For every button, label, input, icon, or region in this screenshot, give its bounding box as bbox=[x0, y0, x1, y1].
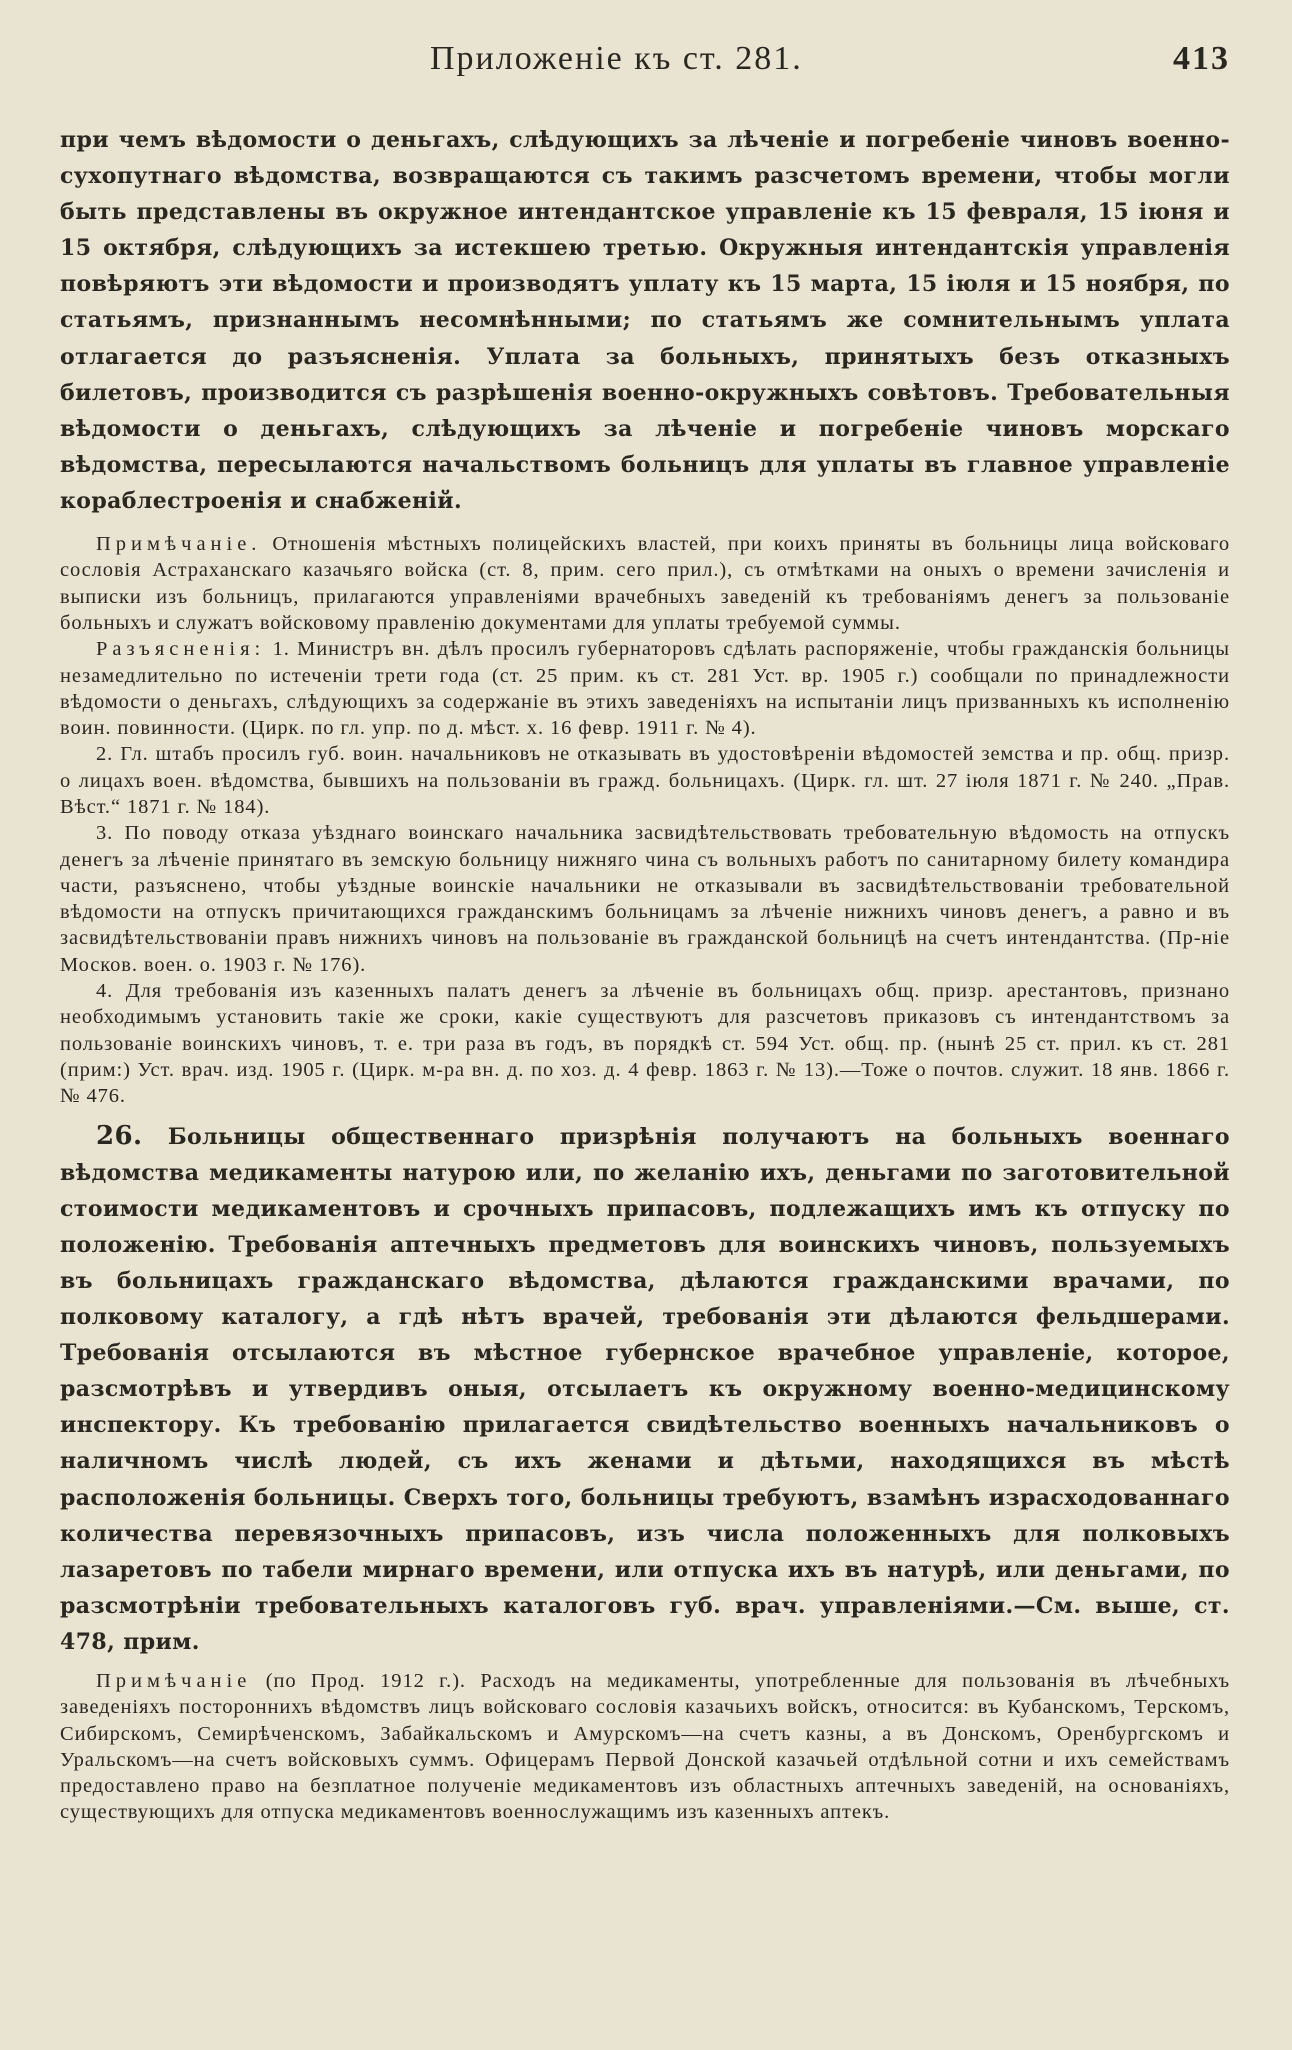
explanations-label: Разъясненія: bbox=[96, 638, 266, 661]
article-number: 26. bbox=[96, 1120, 143, 1151]
explanation-3: 3. По поводу отказа уѣзднаго воинскаго начальника засвидѣтельствовать требовательную вѣдомость на отпускъ денегъ за лѣченіе принятаго въ земскую больницу нижняго чина съ вольныхъ работъ по санитарному билету командира части, разъяснено, чтобы уѣздные воинскіе начальники не отказывали въ засвидѣтельствованіи требовательной вѣдомости на отпускъ причитающихся гражданскимъ больницамъ за лѣченіе нижнихъ чиновъ денегъ, а равно и въ засвидѣтельствованіи правъ нижнихъ чиновъ на пользованіе въ гражданской больницѣ на счетъ интендантства. (Пр-ніе Москов. воен. о. 1903 г. № 176). bbox=[60, 822, 1230, 976]
note-paragraph-2 bbox=[60, 1668, 1230, 1826]
note-label: Примѣчаніе. bbox=[96, 533, 262, 556]
paragraph-continuation: при чемъ вѣдомости о деньгахъ, слѣдующихъ за лѣченіе и погребеніе чиновъ военно-сухопутнаго вѣдомства, возвращаются съ такимъ разсчетомъ времени, чтобы могли быть представлены въ окружное интендантское управленіе къ 15 февраля, 15 іюня и 15 октября, слѣдующихъ за истекшею третью. Окружныя интендантскія управленія повѣряютъ эти вѣдомости и производятъ уплату къ 15 марта, 15 іюля и 15 ноября, по статьямъ, признаннымъ несомнѣнными; по статьямъ же сомнительнымъ уплата отлагается до разъясненія. Уплата за больныхъ, принятыхъ безъ отказныхъ билетовъ, производится съ разрѣшенія военно-окружныхъ совѣтовъ. Требовательныя вѣдомости о деньгахъ, слѣдующихъ за лѣченіе и погребеніе чиновъ морскаго вѣдомства, пересылаются начальствомъ больницъ для уплаты въ главное управленіе кораблестроенія и снабженій. bbox=[60, 127, 1230, 514]
article-text: Больницы общественнаго призрѣнія получаютъ на больныхъ военнаго вѣдомства медикаменты натурою или, по желанію ихъ, деньгами по заготовительной стоимости медикаментовъ и срочныхъ припасовъ, подлежащихъ имъ къ отпуску по положенію. Требованія аптечныхъ предметовъ для воинскихъ чиновъ, пользуемыхъ въ больницахъ гражданскаго вѣдомства, дѣлаются гражданскими врачами, по полковому каталогу, а гдѣ нѣтъ врачей, требованія эти дѣлаются фельдшерами. Требованія отсылаются въ мѣстное губернское врачебное управленіе, которое, разсмотрѣвъ и утвердивъ оныя, отсылаетъ къ окружному военно-медицинскому инспектору. Къ требованію прилагается свидѣтельство военныхъ начальниковъ о наличномъ числѣ людей, съ ихъ женами и дѣтьми, находящихся въ мѣстѣ расположенія больницы. Сверхъ того, больницы требуютъ, взамѣнъ израсходованнаго количества перевязочныхъ припасовъ, изъ числа положенныхъ для полковыхъ лазаретовъ по табели мирнаго времени, или отпуска ихъ въ натурѣ, или деньгами, по разсмотрѣніи требовательныхъ каталоговъ губ. врач. управленіями.—См. выше, ст. 478, прим. bbox=[60, 1123, 1230, 1655]
article-26 bbox=[60, 1118, 1230, 1660]
page-number: 413 bbox=[1173, 40, 1230, 77]
explanation-4: 4. Для требованія изъ казенныхъ палатъ денегъ за лѣченіе въ больницахъ общ. призр. арестантовъ, признано необходимымъ установить такіе же сроки, какіе существуютъ для разсчетовъ приказовъ съ интендантствомъ за пользованіе воинскихъ чиновъ, т. е. три раза въ годъ, въ порядкѣ ст. 594 Уст. общ. пр. (нынѣ 25 ст. прил. къ ст. 281 (прим:) Уст. врач. изд. 1905 г. (Цирк. м-ра вн. д. по хоз. д. 4 февр. 1863 г. № 13).—Тоже о почтов. служит. 18 янв. 1866 г. № 476. bbox=[60, 980, 1230, 1108]
page-body bbox=[60, 122, 1230, 1826]
note-label-2: Примѣчаніе bbox=[96, 1669, 252, 1692]
explanation-text: 1. Министръ вн. дѣлъ просилъ губернаторовъ сдѣлать распоряженіе, чтобы гражданскія больницы незамедлительно по истеченіи трети года (ст. 25 прим. къ ст. 281 Уст. вр. 1905 г.) сообщали по принадлежности вѣдомости о деньгахъ, слѣдующихъ за содержаніе въ этихъ заведеніяхъ на испытаніи лицъ призванныхъ къ исполненію воин. повинности. (Цирк. по гл. упр. по д. мѣст. х. 16 февр. 1911 г. № 4). bbox=[60, 638, 1230, 740]
running-title: Приложеніе къ ст. 281. bbox=[430, 40, 803, 77]
note-text: Отношенія мѣстныхъ полицейскихъ властей, при коихъ приняты въ больницы лица войсковаго сословія Астраханскаго казачьяго войска (ст. 8, прим. сего прил.), съ отмѣтками на оныхъ о времени зачисленія и выписки изъ больницъ, прилагаются управленіями врачебныхъ заведеній къ требованіямъ денегъ за пользованіе больныхъ и служатъ войсковому правленію документами для уплаты требуемой суммы. bbox=[60, 533, 1230, 634]
running-header bbox=[60, 40, 1230, 84]
explanation-1 bbox=[60, 636, 1230, 741]
note-text-2: (по Прод. 1912 г.). Расходъ на медикаменты, употребленные для пользованія въ лѣчебныхъ заведеніяхъ постороннихъ вѣдомствъ лицъ войсковаго сословія казачьихъ войскъ, относится: въ Кубанскомъ, Терскомъ, Сибирскомъ, Семирѣченскомъ, Забайкальскомъ и Амурскомъ—на счетъ казны, а въ Донскомъ, Оренбургскомъ и Уральскомъ—на счетъ войсковыхъ суммъ. Офицерамъ Первой Донской казачьей отдѣльной сотни и ихъ семействамъ предоставлено право на безплатное полученіе медикаментовъ изъ областныхъ аптечныхъ заведеній, на основаніяхъ, существующихъ для отпуска медикаментовъ военнослужащимъ изъ казенныхъ аптекъ. bbox=[60, 1669, 1230, 1824]
note-paragraph bbox=[60, 531, 1230, 636]
explanation-2: 2. Гл. штабъ просилъ губ. воин. начальниковъ не отказывать въ удостовѣреніи вѣдомостей земства и пр. общ. призр. о лицахъ воен. вѣдомства, бывшихъ на пользованіи въ гражд. больницахъ. (Цирк. гл. шт. 27 іюля 1871 г. № 240. „Прав. Вѣст.“ 1871 г. № 184). bbox=[60, 743, 1230, 818]
